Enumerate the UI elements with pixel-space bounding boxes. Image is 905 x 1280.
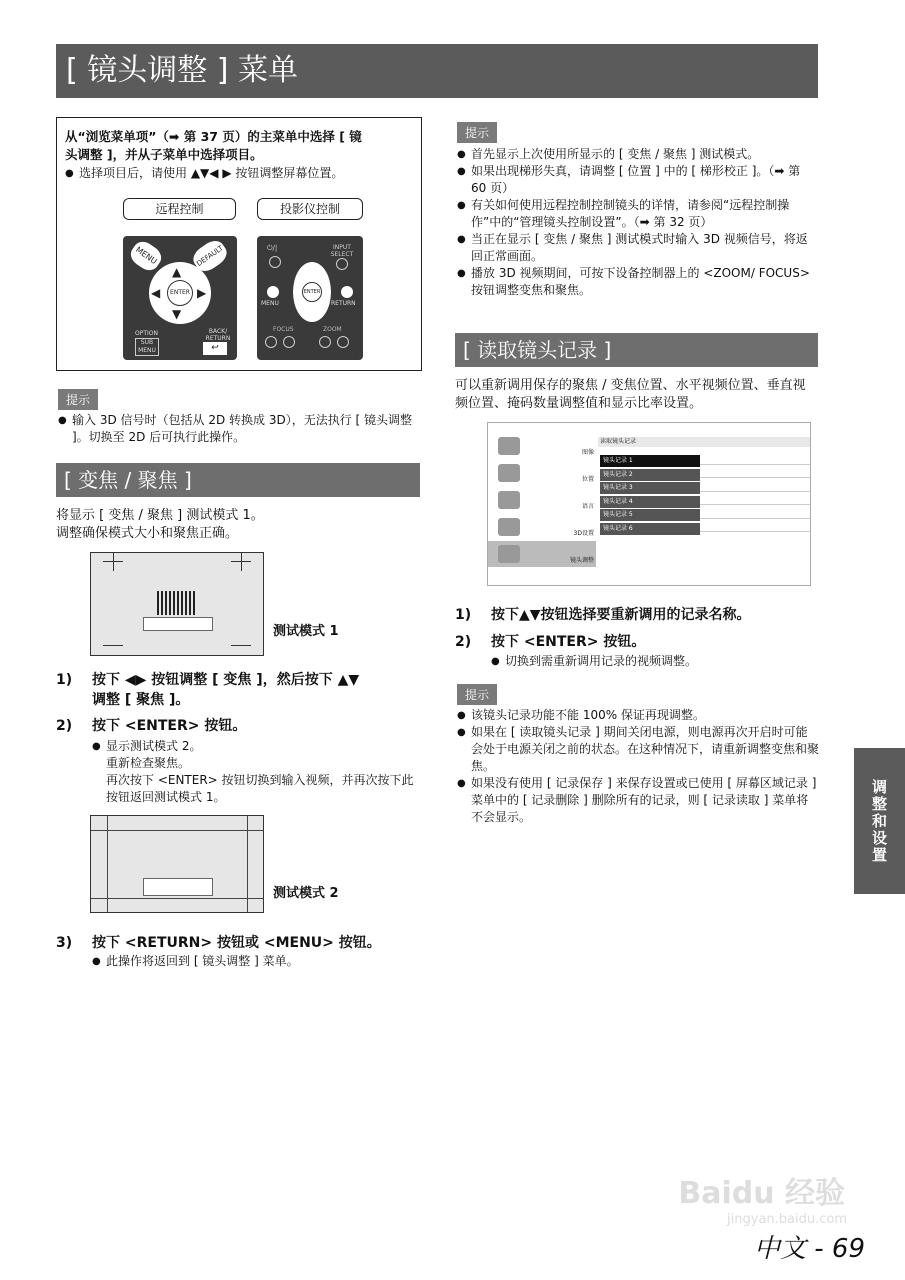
menu-side-label: 图像 [581,449,594,456]
test-pattern-1-image [90,552,264,656]
panel-enter-key: ENTER [302,282,322,302]
test-pattern-1-label: 测试模式 1 [273,624,339,639]
power-label: ⏻/| [267,244,278,252]
menu-key: MENU [127,238,165,275]
panel-menu-label: MENU [261,300,279,307]
right-tip-item: ● 有关如何使用远程控制控制镜头的详情，请参阅“远程控制操作”中的“管理镜头控制设置”。（➡ 第 32 页） [457,197,819,231]
zoom-step2: 2) 按下 <ENTER> 按钮。 [56,718,247,734]
menu-category-icon [498,545,520,563]
menu-category-icon [498,491,520,509]
right-tip2-item: ● 如果没有使用 [ 记录保存 ] 来保存设置或已使用 [ 屏幕区域记录 ] 菜单中的 [ 记录删除 ] 删除所有的记录，则 [ 记录读取 ] 菜单将不会显示。 [457,775,819,826]
input-select-button [336,258,348,270]
menu-memory-row[interactable] [600,492,810,506]
return-icon: ↩ [203,342,227,355]
menu-category-icon [498,437,520,455]
option-label: OPTION [135,330,158,337]
tip1-text: ● 输入 3D 信号时（包括从 2D 转换成 3D），无法执行 [ 镜头调整 ]。切换至 2D 后可执行此操作。 [58,412,418,446]
back-return-label: BACK/ RETURN [205,328,231,342]
menu-side-label: 语言 [581,503,594,510]
menu-memory-row[interactable] [600,451,810,465]
test-pattern-2-label: 测试模式 2 [273,886,339,901]
menu-header: 读取镜头记录 [598,437,810,447]
lens-memory-menu-screenshot [487,422,811,586]
memory-step1: 1) 按下▲▼按钮选择要重新调用的记录名称。 [455,607,751,623]
projector-control-label: 投影仪控制 [257,198,363,220]
enter-key: ENTER [167,280,193,306]
up-arrow-icon: ▲ [172,265,182,279]
right-tip2-item: ● 该镜头记录功能不能 100% 保证再现调整。 [457,707,819,724]
focus-label: FOCUS [273,326,294,333]
right-tip-item: ● 播放 3D 视频期间，可按下设备控制器上的 <ZOOM/ FOCUS> 按钮调整变焦和聚焦。 [457,265,819,299]
focus-minus-button [265,336,277,348]
intro-bullet: ● 选择项目后，请使用 ▲▼◀ ▶ 按钮调整屏幕位置。 [65,165,415,182]
zoom-minus-button [319,336,331,348]
tip-label-2: 提示 [457,122,497,143]
right-arrow-icon: ▶ [197,286,207,300]
right-tip-item: ● 首先显示上次使用所显示的 [ 变焦 / 聚焦 ] 测试模式。 [457,146,819,163]
zoom-desc2: 调整确保模式大小和聚焦正确。 [56,526,239,541]
zoom-step3: 3) 按下 <RETURN> 按钮或 <MENU> 按钮。 [56,935,381,951]
menu-memory-label: 镜头记录 6 [600,523,700,535]
zoom-step1b: 调整 [ 聚焦 ]。 [92,692,190,708]
remote-control-label: 远程控制 [123,198,236,220]
right-tip2-item: ● 如果在 [ 读取镜头记录 ] 期间关闭电源，则电源再次开启时可能会处于电源关闭之前的状态。在这种情况下，请重新调整变焦和聚焦。 [457,724,819,775]
menu-side-label: 位置 [581,476,594,483]
memory-step2: 2) 按下 <ENTER> 按钮。 [455,634,646,650]
page-number: 中文 - 69 [754,1234,865,1264]
lens-memory-title: [ 读取镜头记录 ] [455,333,818,367]
menu-side-item [488,433,596,459]
menu-side-label: 镜头调整 [569,557,594,564]
menu-side-item [488,487,596,513]
intro-box [56,117,422,371]
watermark-url: jingyan.baidu.com [727,1212,847,1227]
zoom-label: ZOOM [323,326,342,333]
power-button [269,256,281,268]
right-tips-list [457,146,819,299]
test-pattern-2-image [90,815,264,913]
zoom-step1: 1) 按下 ◀▶ 按钮调整 [ 变焦 ]，然后按下 ▲▼ [56,672,360,688]
menu-side-item [488,541,596,567]
menu-category-icon [498,518,520,536]
down-arrow-icon: ▼ [172,307,182,321]
zoom-step3-bullet: ● 此操作将返回到 [ 镜头调整 ] 菜单。 [92,953,418,970]
zoom-focus-title: [ 变焦 / 聚焦 ] [56,463,420,497]
menu-side-label: 3D设置 [573,530,594,537]
menu-memory-row[interactable] [600,519,810,533]
memory-step2-bullet: ● 切换到需重新调用记录的视频调整。 [491,653,817,670]
right-tip-item: ● 如果出现梯形失真，请调整 [ 位置 ] 中的 [ 梯形校正 ]。（➡ 第 60 页） [457,163,819,197]
default-key: DEFAULT [189,236,231,275]
menu-memory-row[interactable] [600,465,810,479]
input-select-label: INPUT SELECT [330,244,354,258]
menu-memory-row[interactable] [600,478,810,492]
panel-return-button [341,286,353,298]
menu-category-icon [498,464,520,482]
zoom-plus-button [337,336,349,348]
menu-memory-label: 镜头记录 1 [600,455,700,467]
menu-memory-label: 镜头记录 2 [600,469,700,481]
right-tips2-list [457,707,819,826]
page-title: [ 镜头调整 ] 菜单 [56,44,818,98]
remote-control-image [123,236,237,360]
menu-memory-label: 镜头记录 4 [600,496,700,508]
panel-menu-button [267,286,279,298]
side-tab: 调整和设置 [854,748,905,894]
tip-label-3: 提示 [457,684,497,705]
menu-memory-row[interactable] [600,505,810,519]
intro-line1: 从“浏览菜单项”（➡ 第 37 页）的主菜单中选择 [ 镜 [65,129,362,144]
focus-plus-button [283,336,295,348]
menu-side-item [488,460,596,486]
sub-menu-key: SUB MENU [135,338,159,356]
lens-memory-desc: 可以重新调用保存的聚焦 / 变焦位置、水平视频位置、垂直视频位置、掩码数量调整值和显示比率设置。 [455,378,806,411]
zoom-desc1: 将显示 [ 变焦 / 聚焦 ] 测试模式 1。 [56,508,264,523]
menu-side-item [488,514,596,540]
panel-return-label: RETURN [331,300,356,307]
menu-memory-label: 镜头记录 5 [600,509,700,521]
zoom-step2-bullet: ● 显示测试模式 2。 重新检查聚焦。 再次按下 <ENTER> 按钮切换到输入视频，并再次按下此按钮返回测试模式 1。 [92,738,418,806]
menu-memory-label: 镜头记录 3 [600,482,700,494]
watermark-logo: Baidu 经验 [678,1176,845,1211]
tip-label-1: 提示 [58,389,98,410]
intro-line2: 头调整 ]，并从子菜单中选择项目。 [65,147,263,162]
left-arrow-icon: ◀ [151,286,161,300]
projector-panel-image [257,236,363,360]
right-tip-item: ● 当正在显示 [ 变焦 / 聚焦 ] 测试模式时输入 3D 视频信号，将返回正常画面。 [457,231,819,265]
